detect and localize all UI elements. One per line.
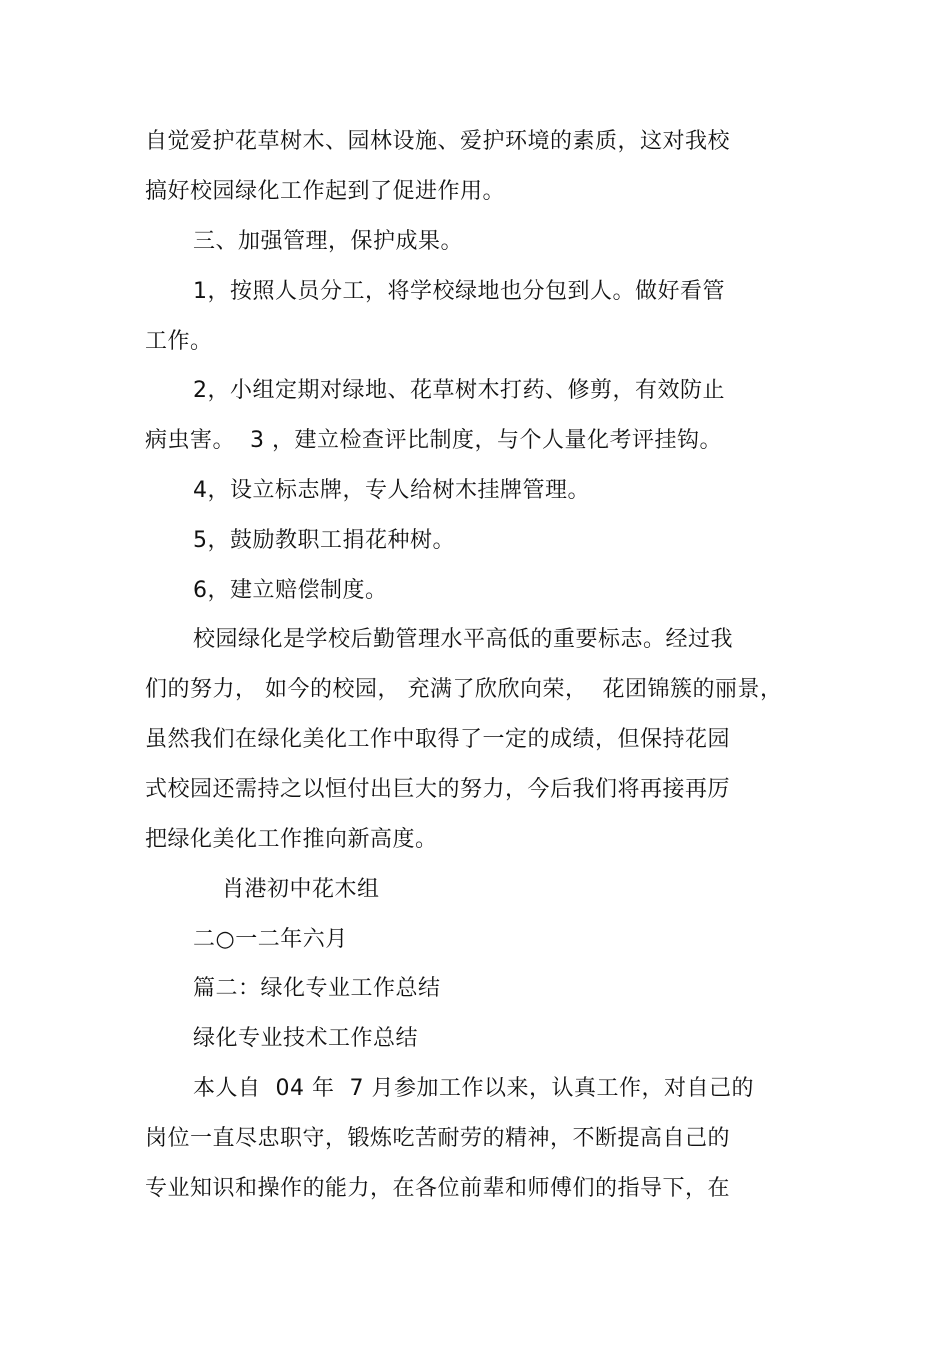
text-line: 岗位一直尽忠职守，锻炼吃苦耐劳的精神，不断提高自己的: [145, 1126, 731, 1151]
text-line: 们的努力， 如今的校园， 充满了欣欣向荣， 花团锦簇的丽景，: [145, 677, 783, 702]
paragraph-line: 本人自 04 年 7 月参加工作以来，认真工作，对自己的: [193, 1076, 754, 1101]
text-line: 工作。: [145, 329, 213, 354]
text-line: 专业知识和操作的能力，在各位前辈和师傅们的指导下，在: [145, 1176, 731, 1201]
text-line: 自觉爱护花草树木、园林设施、爱护环境的素质，这对我校: [145, 129, 731, 154]
chapter-heading: 篇二：绿化专业工作总结: [193, 976, 441, 1001]
list-item: 4，设立标志牌，专人给树木挂牌管理。: [193, 478, 590, 503]
document-title: 绿化专业技术工作总结: [193, 1026, 419, 1051]
signature-date: 二○一二年六月: [193, 927, 348, 952]
text-line: 虽然我们在绿化美化工作中取得了一定的成绩，但保持花园: [145, 727, 731, 752]
list-item: 2，小组定期对绿地、花草树木打药、修剪，有效防止: [193, 378, 725, 403]
text-line: 把绿化美化工作推向新高度。: [145, 827, 438, 852]
text-line: 式校园还需持之以恒付出巨大的努力，今后我们将再接再厉: [145, 777, 731, 802]
list-item: 6，建立赔偿制度。: [193, 578, 388, 603]
list-item: 1，按照人员分工，将学校绿地也分包到人。做好看管: [193, 279, 725, 304]
text-line: 病虫害。 3 ，建立检查评比制度，与个人量化考评挂钩。: [145, 428, 722, 453]
signature-org: 肖港初中花木组: [222, 877, 380, 902]
paragraph-line: 校园绿化是学校后勤管理水平高低的重要标志。经过我: [193, 627, 734, 652]
text-line: 搞好校园绿化工作起到了促进作用。: [145, 179, 506, 204]
section-heading: 三、加强管理，保护成果。: [193, 229, 464, 254]
list-item: 5，鼓励教职工捐花种树。: [193, 528, 455, 553]
